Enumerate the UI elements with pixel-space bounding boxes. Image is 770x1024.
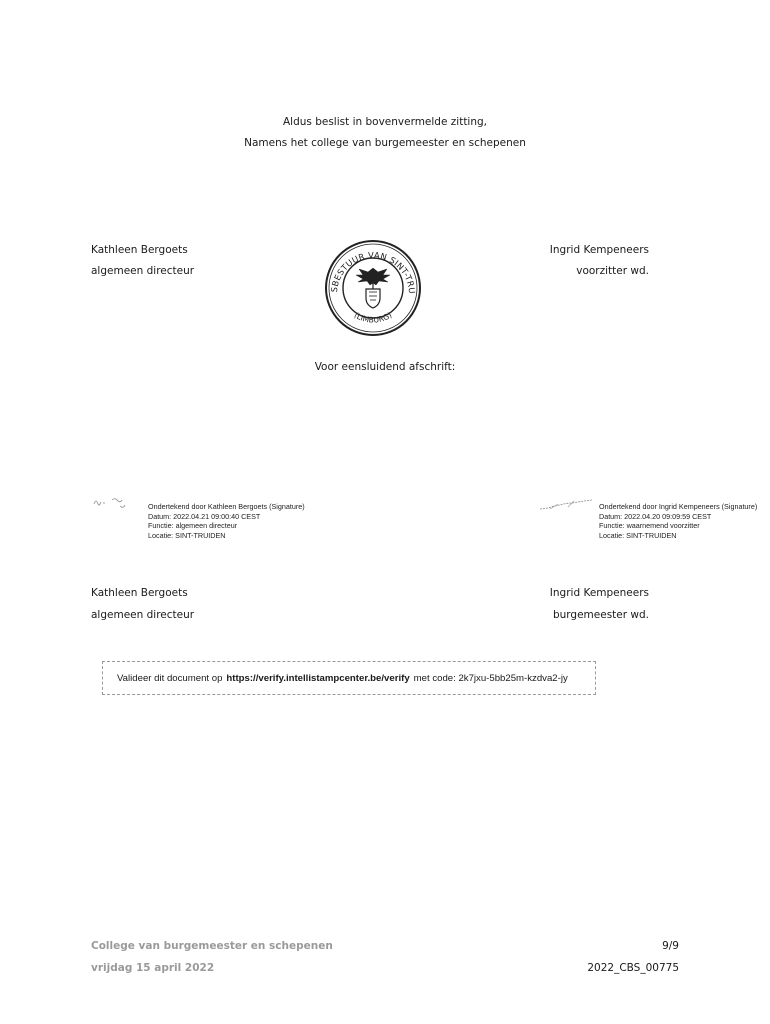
verify-prefix: Valideer dit document op (117, 672, 223, 684)
left-signature-signed-by: Ondertekend door Kathleen Bergoets (Signature) (148, 502, 305, 511)
bottom-right-signatory-role: burgemeester wd. (552, 609, 649, 621)
svg-text:STADSBESTUUR VAN SINT-TRUIDEN: SBESTUUR VAN SINT-TRU (328, 249, 418, 295)
right-signature-location: Locatie: SINT-TRUIDEN (599, 530, 677, 540)
right-handwritten-signature-icon (538, 497, 594, 513)
copy-statement: Voor eensluidend afschrift: (314, 361, 456, 373)
verify-link[interactable]: https://verify.intellistampcenter.be/verify (226, 672, 410, 684)
left-signature-function: Functie: algemeen directeur (148, 521, 238, 531)
left-signature-location: Locatie: SINT-TRUIDEN (148, 530, 226, 540)
top-left-signatory-name: Kathleen Bergoets (91, 244, 188, 256)
top-left-signatory-role: algemeen directeur (91, 265, 195, 277)
left-digital-signature-block (148, 502, 305, 540)
right-signature-date: Datum: 2022.04.20 09:09:59 CEST (599, 511, 712, 521)
decision-line-2: Namens het college van burgemeester en schepenen (244, 137, 526, 149)
svg-text:(LIMBURG): (LIMBURG) (352, 310, 394, 325)
footer-date: vrijdag 15 april 2022 (91, 962, 215, 974)
footer-reference: 2022_CBS_00775 (587, 962, 679, 974)
decision-line-1: Aldus beslist in bovenvermelde zitting, (282, 116, 488, 128)
bottom-left-signatory-role: algemeen directeur (91, 609, 195, 621)
bottom-right-signatory-name: Ingrid Kempeneers (549, 587, 649, 599)
right-signature-function: Functie: waarnemend voorzitter (599, 521, 700, 531)
verify-code: met code: 2k7jxu-5bb25m-kzdva2-jy (413, 672, 568, 684)
top-right-signatory-name: Ingrid Kempeneers (549, 244, 649, 256)
footer-page-number: 9/9 (662, 940, 679, 952)
footer-title: College van burgemeester en schepenen (91, 940, 333, 952)
left-signature-date: Datum: 2022.04.21 09:00:40 CEST (148, 511, 261, 521)
left-handwritten-signature-icon (92, 494, 136, 512)
right-digital-signature-block (599, 502, 757, 540)
top-right-signatory-role: voorzitter wd. (576, 265, 649, 277)
right-signature-signed-by: Ondertekend door Ingrid Kempeneers (Signature) (599, 502, 758, 511)
bottom-left-signatory-name: Kathleen Bergoets (91, 587, 188, 599)
verify-box (102, 661, 596, 695)
city-seal-icon (323, 238, 423, 338)
